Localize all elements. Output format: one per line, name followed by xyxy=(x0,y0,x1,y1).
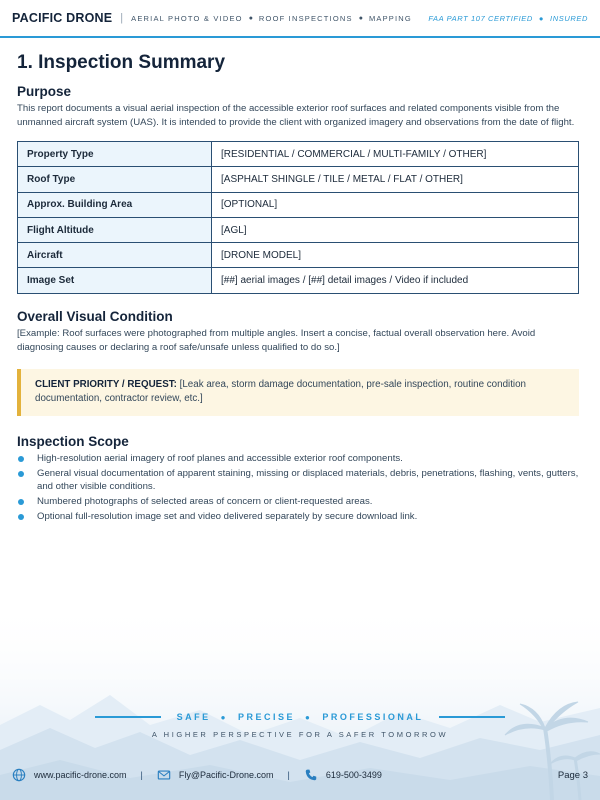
footer-divider: | xyxy=(287,770,290,780)
tagline xyxy=(0,712,600,722)
property-label: Aircraft xyxy=(18,243,212,268)
bullet-icon xyxy=(18,471,24,477)
footer-email[interactable] xyxy=(157,768,274,782)
bullet-icon xyxy=(18,499,24,505)
property-value: [OPTIONAL] xyxy=(212,192,579,217)
property-details-table xyxy=(17,141,579,294)
slogan: A HIGHER PERSPECTIVE FOR A SAFER TOMORROW xyxy=(151,730,449,739)
tagline-dot: ● xyxy=(305,713,313,722)
list-item xyxy=(17,510,580,524)
service-mapping: MAPPING xyxy=(368,13,412,23)
phone-number[interactable]: 619-500-3499 xyxy=(325,770,382,780)
purpose-text: This report documents a visual aerial inspection of the accessible exterior roof surfaces and related components visible from the unmanned aircraft system (UAS). It is intended to provide the client with organized imagery and observations from the date of flight. xyxy=(17,103,575,128)
condition-heading: Overall Visual Condition xyxy=(17,308,173,324)
globe-icon xyxy=(12,768,26,782)
page-footer xyxy=(0,762,600,788)
email-icon xyxy=(157,768,171,782)
table-row xyxy=(18,142,579,167)
header-divider: | xyxy=(120,12,124,24)
client-priority-callout xyxy=(17,369,579,416)
property-label: Image Set xyxy=(18,268,212,293)
service-roof: ROOF INSPECTIONS xyxy=(258,13,353,23)
main-content xyxy=(17,52,580,525)
tagline-precise: PRECISE xyxy=(237,712,295,722)
property-value: [RESIDENTIAL / COMMERCIAL / MULTI-FAMILY / OTHER] xyxy=(212,142,579,167)
phone-icon xyxy=(304,768,318,782)
tagline-safe: SAFE xyxy=(176,712,211,722)
credential-faa: FAA PART 107 CERTIFIED xyxy=(428,13,533,23)
property-label: Approx. Building Area xyxy=(18,192,212,217)
scope-heading: Inspection Scope xyxy=(17,433,129,449)
website-link[interactable]: www.pacific-drone.com xyxy=(34,770,127,780)
footer-divider: | xyxy=(140,770,143,780)
page-header xyxy=(0,0,600,38)
list-item-text: High-resolution aerial imagery of roof planes and accessible exterior roof components. xyxy=(37,452,403,464)
credential-insured: INSURED xyxy=(550,13,588,23)
tagline-rule xyxy=(439,716,505,718)
page-number: Page 3 xyxy=(557,769,588,781)
brand-name: PACIFIC DRONE xyxy=(12,11,113,25)
footer-website[interactable] xyxy=(12,768,127,782)
email-link[interactable]: Fly@Pacific-Drone.com xyxy=(178,770,274,780)
table-row xyxy=(18,192,579,217)
bullet-icon xyxy=(18,514,24,520)
list-item xyxy=(17,467,580,494)
property-value: [AGL] xyxy=(212,217,579,242)
service-aerial: AERIAL PHOTO & VIDEO xyxy=(131,13,243,23)
table-row xyxy=(18,268,579,293)
property-value: [DRONE MODEL] xyxy=(212,243,579,268)
header-dot: ● xyxy=(358,14,363,22)
list-item-text: Numbered photographs of selected areas of concern or client-requested areas. xyxy=(37,496,373,508)
bullet-icon xyxy=(18,456,24,462)
tagline-professional: PROFESSIONAL xyxy=(322,712,424,722)
callout-label: CLIENT PRIORITY / REQUEST: xyxy=(35,378,177,390)
tagline-rule xyxy=(95,716,161,718)
list-item-text: General visual documentation of apparent staining, missing or displaced materials, debris, penetrations, flashing, vents, gutters, and other visible conditions. xyxy=(37,467,579,493)
list-item-text: Optional full-resolution image set and video delivered separately by secure download link. xyxy=(37,511,418,523)
property-value: [ASPHALT SHINGLE / TILE / METAL / FLAT / OTHER] xyxy=(212,167,579,192)
table-row xyxy=(18,243,579,268)
callout-text: [Leak area, storm damage documentation, pre-sale inspection, routine condition documentation, contractor review, etc.] xyxy=(35,378,526,405)
scope-list xyxy=(17,452,580,524)
table-row xyxy=(18,217,579,242)
credentials xyxy=(428,14,588,23)
tagline-dot: ● xyxy=(220,713,228,722)
list-item xyxy=(17,452,580,466)
table-row xyxy=(18,167,579,192)
tagline-words xyxy=(177,712,424,722)
credential-dot: ● xyxy=(538,13,545,23)
property-label: Roof Type xyxy=(18,167,212,192)
footer-phone[interactable] xyxy=(304,768,382,782)
condition-text: [Example: Roof surfaces were photographed from multiple angles. Insert a concise, factual overall observation here. Avoid diagnosing causes or declaring a roof safe/unsafe unless qualified to do so.] xyxy=(17,327,536,353)
property-label: Property Type xyxy=(18,142,212,167)
property-label: Flight Altitude xyxy=(18,217,212,242)
property-value: [##] aerial images / [##] detail images / Video if included xyxy=(212,268,579,293)
purpose-heading: Purpose xyxy=(17,84,72,99)
header-dot: ● xyxy=(248,14,253,22)
page-title: 1. Inspection Summary xyxy=(17,52,226,73)
list-item xyxy=(17,495,580,509)
